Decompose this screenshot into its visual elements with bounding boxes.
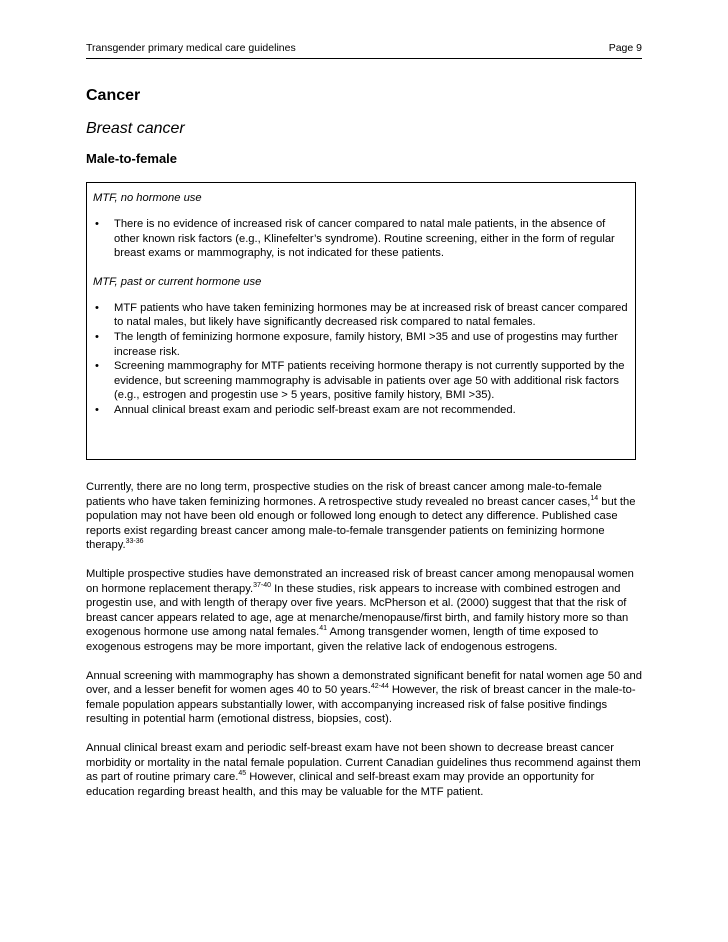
list-item: • Annual clinical breast exam and periodic self-breast exam are not recommended. <box>95 403 516 416</box>
body-text <box>86 480 642 813</box>
list-item: • There is no evidence of increased risk of cancer compared to natal male patients, in the absence of other known risk factors (e.g., Klinefelter’s syndrome). Routine screening, either in the form of regular breast exams or mammography, is not indicated for these patients. <box>95 218 615 260</box>
page-header <box>86 42 642 59</box>
bullet-icon: • <box>95 330 99 343</box>
bullet-icon: • <box>95 360 99 373</box>
list-item: • Screening mammography for MTF patients receiving hormone therapy is not currently supported by the evidence, but screening mammography is advisable in patients over age 50 with additional risk factors (e.g., estrogen and progestin use > 5 years, positive family history, BMI >35). <box>95 360 625 402</box>
citation: 45 <box>238 770 247 778</box>
list-item: • The length of feminizing hormone exposure, family history, BMI >35 and use of progestins may further increase risk. <box>95 330 618 358</box>
bullet-icon: • <box>95 301 99 314</box>
box-group-title: MTF, no hormone use <box>93 192 202 204</box>
paragraph: Multiple prospective studies have demonstrated an increased risk of breast cancer among menopausal women on hormone replacement therapy.$^{37-40}$ In these studies, risk appears to increase with combined estrogen and progestin use, and with length of therapy over five years. McPherson et al. (2000) suggest that that the risk of breast cancer appears related to age, age at menarche/menopause/first birth, and family history more so than exogenous hormone use among natal females.$^{41}$ Among transgender women, length of time exposed to exogenous estrogens may be more important, given the relative lack of endogenous estrogens. <box>86 567 634 653</box>
bullet-icon: • <box>95 218 99 230</box>
citation: 33-36 <box>125 538 144 546</box>
citation: 41 <box>319 625 328 633</box>
subsection-title: Breast cancer <box>86 120 185 137</box>
bullet-list <box>93 217 633 261</box>
citation: 42-44 <box>370 683 389 691</box>
citation: 14 <box>590 494 599 502</box>
page-number: Page 9 <box>608 42 642 54</box>
list-item: • MTF patients who have taken feminizing hormones may be at increased risk of breast cancer compared to natal males, but likely have significantly decreased risk compared to natal females. <box>95 301 628 329</box>
summary-box <box>86 182 636 460</box>
header-title: Transgender primary medical care guidelines <box>86 42 296 54</box>
subheading: Male-to-female <box>86 151 178 166</box>
box-group-title: MTF, past or current hormone use <box>93 275 262 288</box>
paragraph: Annual clinical breast exam and periodic self-breast exam have not been shown to decrease breast cancer morbidity or mortality in the natal female population. Current Canadian guidelines thus recommend against them as part of routine primary care.$^{45}$ However, clinical and self-breast exam may provide an opportunity for education regarding breast health, and this may be valuable for the MTF patient. <box>86 741 641 798</box>
citation: 37-40 <box>253 581 271 589</box>
paragraph: Annual screening with mammography has shown a demonstrated significant benefit for natal women age 50 and over, and a lesser benefit for women ages 40 to 50 years.$^{42-44}$ However, the risk of breast cancer in the male-to-female population appears substantially lower, with accompanying increased risk of false positive findings resulting in potential harm (emotional distress, biopsies, cost). <box>86 669 642 726</box>
section-title: Cancer <box>86 87 141 104</box>
bullet-icon: • <box>95 403 99 416</box>
paragraph: Currently, there are no long term, prospective studies on the risk of breast cancer among male-to-female patients who have taken feminizing hormones. A retrospective study revealed no breast cancer cases,$^{14}$ but the population may not have been old enough or followed long enough to detect any difference. Published case reports exist regarding breast cancer among male-to-female transgender patients on feminizing hormone therapy.$^{33-36}$ <box>86 481 636 552</box>
bullet-list <box>93 301 633 418</box>
